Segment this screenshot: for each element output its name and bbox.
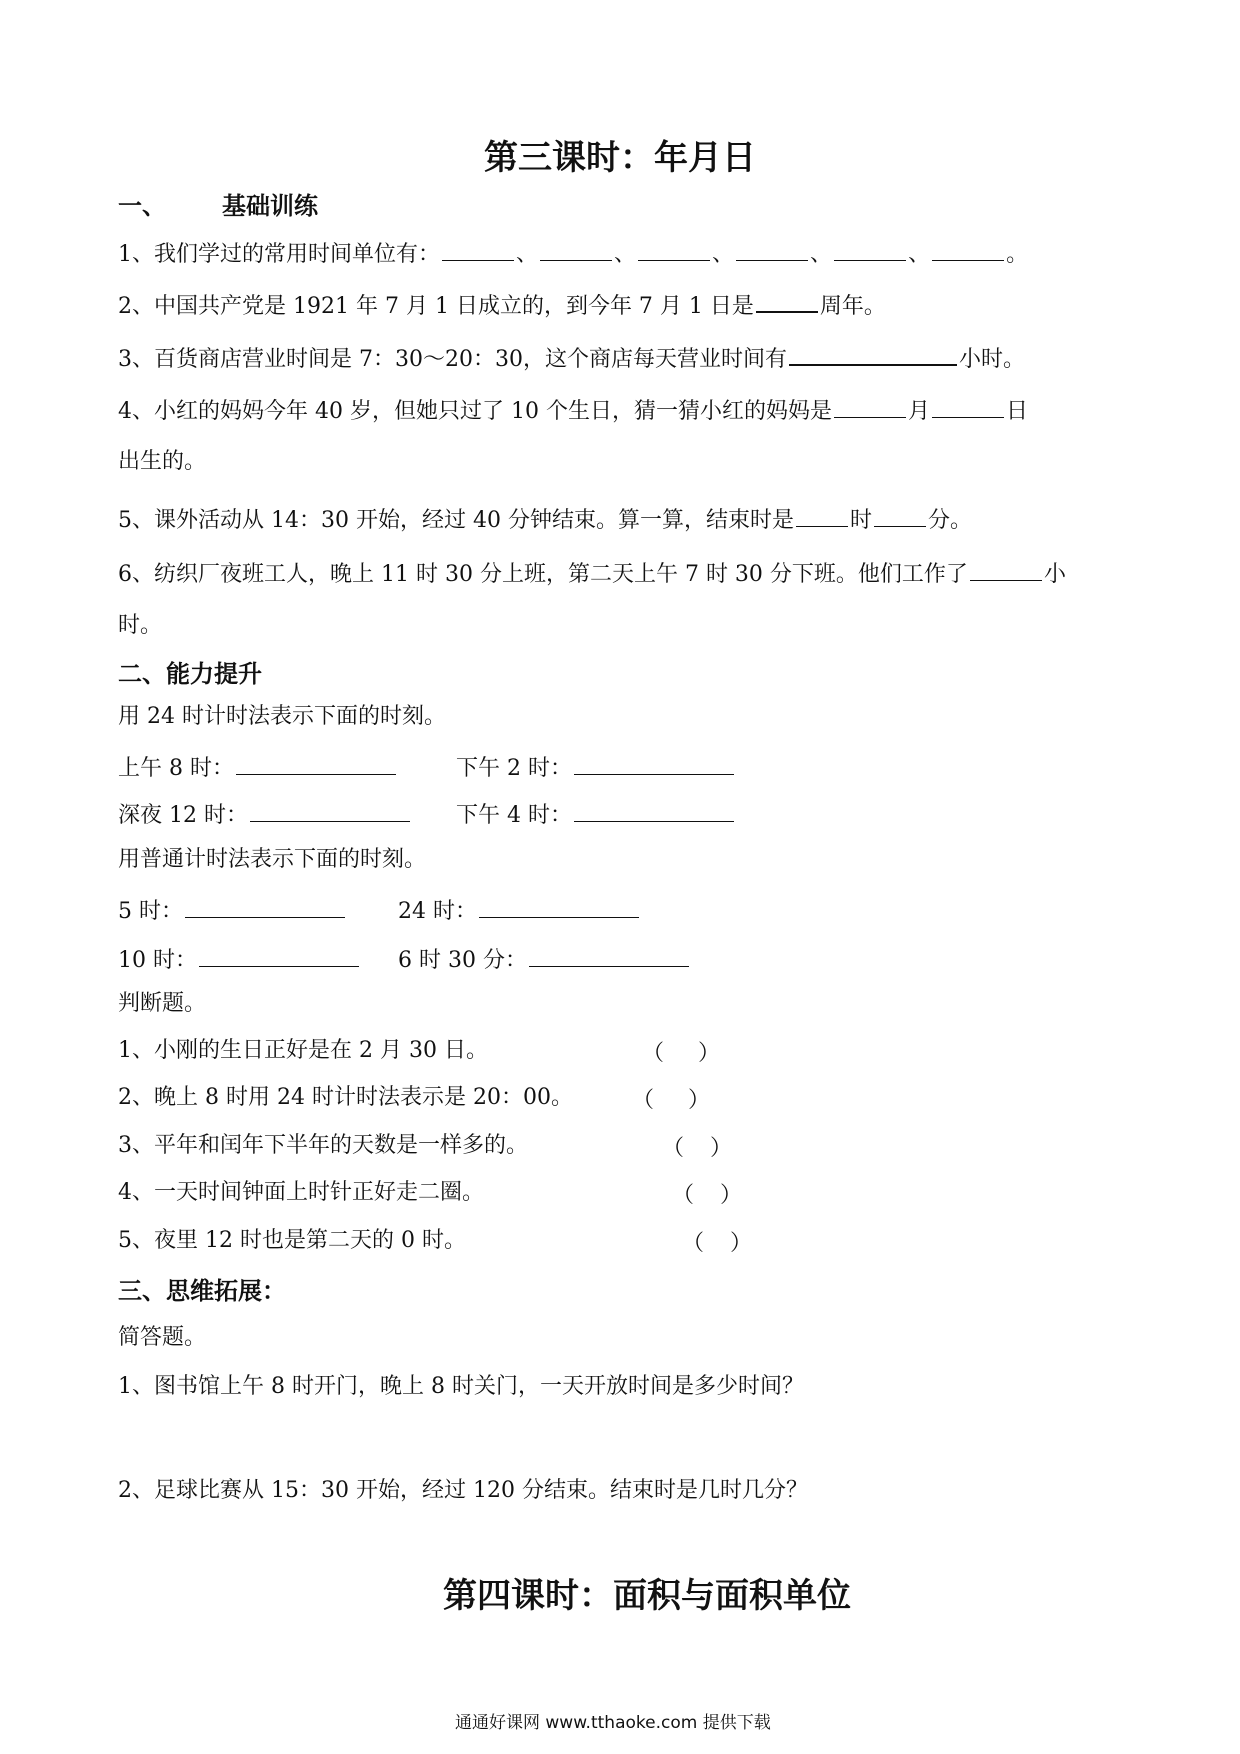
judge-answer-3[interactable]: [662, 1131, 732, 1162]
question-5: [118, 502, 972, 536]
judge-answer-2[interactable]: [632, 1083, 710, 1114]
section3-heading: 三、思维拓展：: [118, 1277, 286, 1305]
paren-open: （: [662, 1136, 685, 1161]
paren-close: ）: [730, 1231, 753, 1256]
question-4-continued: 出生的。: [118, 449, 207, 474]
section1-heading: [118, 186, 318, 221]
separator: 、: [810, 242, 833, 267]
time-label: 24 时：: [398, 899, 477, 924]
answer-blank[interactable]: [185, 893, 345, 918]
time-label: 下午 4 时：: [456, 803, 572, 828]
time-item-3: [118, 797, 412, 831]
time-label: 5 时：: [118, 899, 183, 924]
question-3: [118, 340, 1025, 375]
question-3-text: 3、百货商店营业时间是 7：30～20：30，这个商店每天营业时间有: [118, 347, 787, 372]
day-label: 日: [1005, 399, 1028, 424]
answer-blank[interactable]: [574, 750, 734, 775]
time-item-2: [456, 750, 736, 784]
question-3-unit: 小时。: [958, 347, 1025, 372]
question-6-text: 6、纺织厂夜班工人，晚上 11 时 30 分上班，第二天上午 7 时 30 分下班。他们工作了: [118, 562, 968, 587]
answer-blank[interactable]: [834, 236, 906, 261]
month-label: 月: [907, 399, 930, 424]
answer-blank[interactable]: [236, 750, 396, 775]
answer-blank[interactable]: [574, 797, 734, 822]
judge-item-2: 2、晚上 8 时用 24 时计时法表示是 20：00。: [118, 1085, 573, 1110]
section2-heading: 二、能力提升: [118, 660, 262, 688]
judge-item-4: 4、一天时间钟面上时针正好走二圈。: [118, 1180, 484, 1205]
separator: 、: [516, 242, 539, 267]
time-item-1: [118, 750, 398, 784]
time-label: 上午 8 时：: [118, 756, 234, 781]
question-1: [118, 236, 1028, 270]
paren-open: （: [642, 1041, 665, 1066]
paren-open: （: [672, 1183, 695, 1208]
judge-answer-5[interactable]: [682, 1226, 752, 1257]
intro-12-hour: 用普通计时法表示下面的时刻。: [118, 847, 427, 872]
time-item-7: [118, 942, 361, 976]
separator: 、: [712, 242, 735, 267]
paren-close: ）: [698, 1041, 721, 1066]
section1-heading-text: 基础训练: [222, 192, 318, 220]
short-answer-1: 1、图书馆上午 8 时开门，晚上 8 时关门，一天开放时间是多少时间？: [118, 1374, 804, 1399]
answer-blank[interactable]: [540, 236, 612, 261]
answer-blank[interactable]: [199, 942, 359, 967]
paren-close: ）: [720, 1183, 743, 1208]
answer-blank[interactable]: [874, 502, 926, 527]
answer-blank[interactable]: [789, 340, 957, 366]
question-6-unit: 小: [1043, 562, 1066, 587]
time-label: 10 时：: [118, 948, 197, 973]
time-item-5: [118, 893, 347, 927]
answer-blank[interactable]: [250, 797, 410, 822]
answer-blank[interactable]: [932, 393, 1004, 418]
question-6: [118, 556, 1066, 590]
question-6-continued: 时。: [118, 613, 163, 638]
time-item-8: [398, 942, 691, 976]
judge-answer-1[interactable]: [642, 1036, 720, 1067]
answer-blank[interactable]: [736, 236, 808, 261]
section1-heading-num: 一、: [118, 192, 166, 220]
time-item-4: [456, 797, 736, 831]
lesson-title-2: 第四课时：面积与面积单位: [443, 1576, 851, 1616]
footer-credit: 通通好课网 www.tthaoke.com 提供下载: [455, 1713, 771, 1733]
question-4-text: 4、小红的妈妈今年 40 岁，但她只过了 10 个生日，猜一猜小红的妈妈是: [118, 399, 832, 424]
question-2-text: 2、中国共产党是 1921 年 7 月 1 日成立的，到今年 7 月 1 日是: [118, 294, 754, 319]
question-4: [118, 393, 1028, 427]
paren-open: （: [682, 1231, 705, 1256]
judge-item-5: 5、夜里 12 时也是第二天的 0 时。: [118, 1228, 466, 1253]
answer-blank[interactable]: [932, 236, 1004, 261]
judge-item-3: 3、平年和闰年下半年的天数是一样多的。: [118, 1133, 528, 1158]
answer-blank[interactable]: [479, 893, 639, 918]
separator: 、: [614, 242, 637, 267]
judge-intro: 判断题。: [118, 991, 207, 1016]
paren-close: ）: [710, 1136, 733, 1161]
question-2: [118, 287, 886, 322]
judge-answer-4[interactable]: [672, 1178, 742, 1209]
paren-close: ）: [688, 1088, 711, 1113]
question-2-unit: 周年。: [819, 294, 886, 319]
answer-blank[interactable]: [834, 393, 906, 418]
answer-blank[interactable]: [970, 556, 1042, 581]
question-1-text: 1、我们学过的常用时间单位有：: [118, 242, 440, 267]
time-label: 6 时 30 分：: [398, 948, 527, 973]
time-label: 深夜 12 时：: [118, 803, 248, 828]
end-mark: 。: [1006, 242, 1029, 267]
answer-blank[interactable]: [442, 236, 514, 261]
answer-blank[interactable]: [756, 287, 818, 313]
lesson-title: 第三课时：年月日: [484, 138, 756, 178]
separator: 、: [908, 242, 931, 267]
question-5-text: 5、课外活动从 14：30 开始，经过 40 分钟结束。算一算，结束时是: [118, 508, 794, 533]
paren-open: （: [632, 1088, 655, 1113]
time-item-6: [398, 893, 641, 927]
answer-blank[interactable]: [796, 502, 848, 527]
answer-blank[interactable]: [529, 942, 689, 967]
answer-blank[interactable]: [638, 236, 710, 261]
time-label: 下午 2 时：: [456, 756, 572, 781]
intro-24-hour: 用 24 时计时法表示下面的时刻。: [118, 704, 446, 729]
short-answer-intro: 简答题。: [118, 1325, 207, 1350]
hour-label: 时: [849, 508, 872, 533]
judge-item-1: 1、小刚的生日正好是在 2 月 30 日。: [118, 1038, 488, 1063]
short-answer-2: 2、足球比赛从 15：30 开始，经过 120 分结束。结束时是几时几分？: [118, 1478, 808, 1503]
minute-label: 分。: [927, 508, 972, 533]
